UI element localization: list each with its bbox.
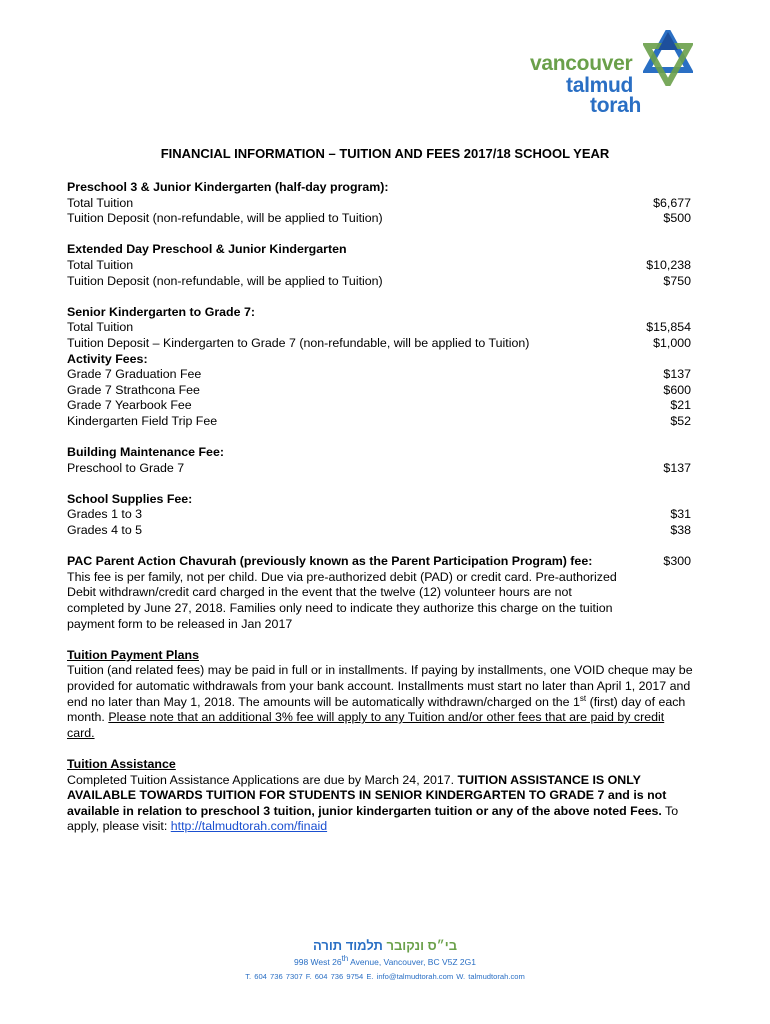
document-body — [67, 180, 691, 835]
fee-label: Grade 7 Graduation Fee — [67, 367, 202, 382]
address-part: Avenue, Vancouver, BC V5Z 2G1 — [348, 957, 476, 967]
fee-amount: $600 — [663, 382, 691, 397]
assistance-notice: TUITION ASSISTANCE IS ONLY AVAILABLE TOWARDS TUITION FOR STUDENTS IN SENIOR KINDERGARTEN TO GRADE 7 and is not available in relation to preschool 3 tuition, junior kindergarten tuition or any of the above noted Fees. — [67, 772, 667, 818]
page-title: FINANCIAL INFORMATION – TUITION AND FEES 2017/18 SCHOOL YEAR — [160, 146, 610, 161]
fee-amount: $21 — [670, 398, 691, 413]
school-logo — [530, 30, 700, 117]
section-heading-senior: Senior Kindergarten to Grade 7: — [67, 304, 255, 319]
section-heading-payment-plans: Tuition Payment Plans — [67, 647, 199, 662]
fee-amount: $137 — [663, 367, 691, 382]
fee-row — [67, 507, 691, 523]
fee-amount: $15,854 — [646, 320, 691, 335]
fee-row — [67, 367, 691, 383]
fee-row — [67, 398, 691, 414]
fee-label: Preschool to Grade 7 — [67, 460, 185, 475]
hebrew-name-part: בי״ס ונקובר — [386, 938, 458, 953]
section-heading-assistance: Tuition Assistance — [67, 756, 176, 771]
section-heading-activity: Activity Fees: — [67, 351, 148, 366]
fee-row — [67, 320, 691, 336]
fee-row — [67, 461, 691, 477]
fee-amount: $52 — [670, 413, 691, 428]
logo-word-torah: torah — [590, 94, 642, 117]
fee-amount: $10,238 — [646, 257, 691, 272]
fee-label: Tuition Deposit – Kindergarten to Grade 7 (non-refundable, will be applied to Tuition) — [67, 335, 530, 350]
ordinal-suffix: th — [341, 954, 349, 964]
fee-row — [67, 196, 691, 212]
footer-address — [0, 954, 770, 967]
fee-label: Total Tuition — [67, 257, 134, 272]
fee-label: Tuition Deposit (non-refundable, will be applied to Tuition) — [67, 211, 383, 226]
finaid-link[interactable]: http://talmudtorah.com/finaid — [170, 819, 328, 834]
fee-amount: $750 — [663, 273, 691, 288]
fee-amount: $31 — [670, 507, 691, 522]
fee-row — [67, 523, 691, 539]
fee-row — [67, 336, 691, 352]
star-of-david-icon — [643, 30, 693, 86]
section-heading-extended: Extended Day Preschool & Junior Kindergarten — [67, 242, 347, 257]
fee-amount: $137 — [663, 460, 691, 475]
assistance-text-part: Completed Tuition Assistance Applications are due by March 24, 2017. — [67, 772, 458, 787]
assistance-text-part: To apply, please visit: — [67, 803, 679, 834]
fee-row — [67, 211, 691, 227]
payment-text-part: Tuition (and related fees) may be paid in full or in installments. If paying by installments, one VOID cheque may be provided for automatic withdrawals from your bank account. Installments must start no later than April 1, 2017 and end no later than May 1, 2018. The amounts will be automatically withdrawn/charged on the 1 — [67, 663, 693, 709]
footer-contact: T. 604 736 7307 F. 604 736 9754 E. info@talmudtorah.com W. talmudtorah.com — [245, 972, 525, 981]
fee-amount: $300 — [663, 554, 691, 569]
fee-label: Total Tuition — [67, 320, 134, 335]
fee-label: Grade 7 Yearbook Fee — [67, 398, 192, 413]
fee-label: Total Tuition — [67, 195, 134, 210]
fee-row-pac — [67, 554, 691, 570]
logo-word-vancouver: vancouver — [530, 52, 633, 75]
ordinal-suffix: st — [579, 693, 587, 703]
payment-text-part: (first) day of each month. — [67, 694, 686, 725]
credit-card-fee-note: Please note that an additional 3% fee will apply to any Tuition and/or other fees that are paid by credit card. — [67, 710, 665, 740]
page-footer — [0, 938, 770, 981]
section-heading-building: Building Maintenance Fee: — [67, 445, 224, 460]
fee-label: Kindergarten Field Trip Fee — [67, 413, 218, 428]
logo-word-talmud: talmud — [566, 74, 634, 97]
fee-amount: $6,677 — [653, 195, 691, 210]
section-heading-pac: PAC Parent Action Chavurah (previously known as the Parent Participation Program) fee: — [67, 554, 593, 569]
fee-label: Grade 7 Strathcona Fee — [67, 382, 200, 397]
fee-amount: $1,000 — [653, 335, 691, 350]
hebrew-name-part: תלמוד תורה — [312, 938, 387, 953]
hebrew-school-name — [0, 938, 770, 953]
fee-row — [67, 383, 691, 399]
pac-description: This fee is per family, not per child. Due via pre-authorized debit (PAD) or credit card. Pre-authorized Debit withdrawn/credit card charged in the event that the twelve (12) volunteer hours are not completed by June 27, 2018. Families only need to indicate they authorize this charge on the tuition payment form to be released in Jan 2017 — [67, 569, 617, 631]
fee-row — [67, 258, 691, 274]
fee-amount: $38 — [670, 523, 691, 538]
fee-row — [67, 274, 691, 290]
payment-plans-text — [67, 663, 693, 741]
fee-row — [67, 414, 691, 430]
fee-label: Grades 4 to 5 — [67, 523, 143, 538]
section-heading-supplies: School Supplies Fee: — [67, 491, 193, 506]
fee-label: Tuition Deposit (non-refundable, will be applied to Tuition) — [67, 273, 383, 288]
assistance-text — [67, 773, 693, 835]
address-part: 998 West 26 — [294, 957, 342, 967]
section-heading-preschool: Preschool 3 & Junior Kindergarten (half-day program): — [67, 180, 389, 194]
fee-label: Grades 1 to 3 — [67, 507, 143, 522]
fee-amount: $500 — [663, 211, 691, 226]
